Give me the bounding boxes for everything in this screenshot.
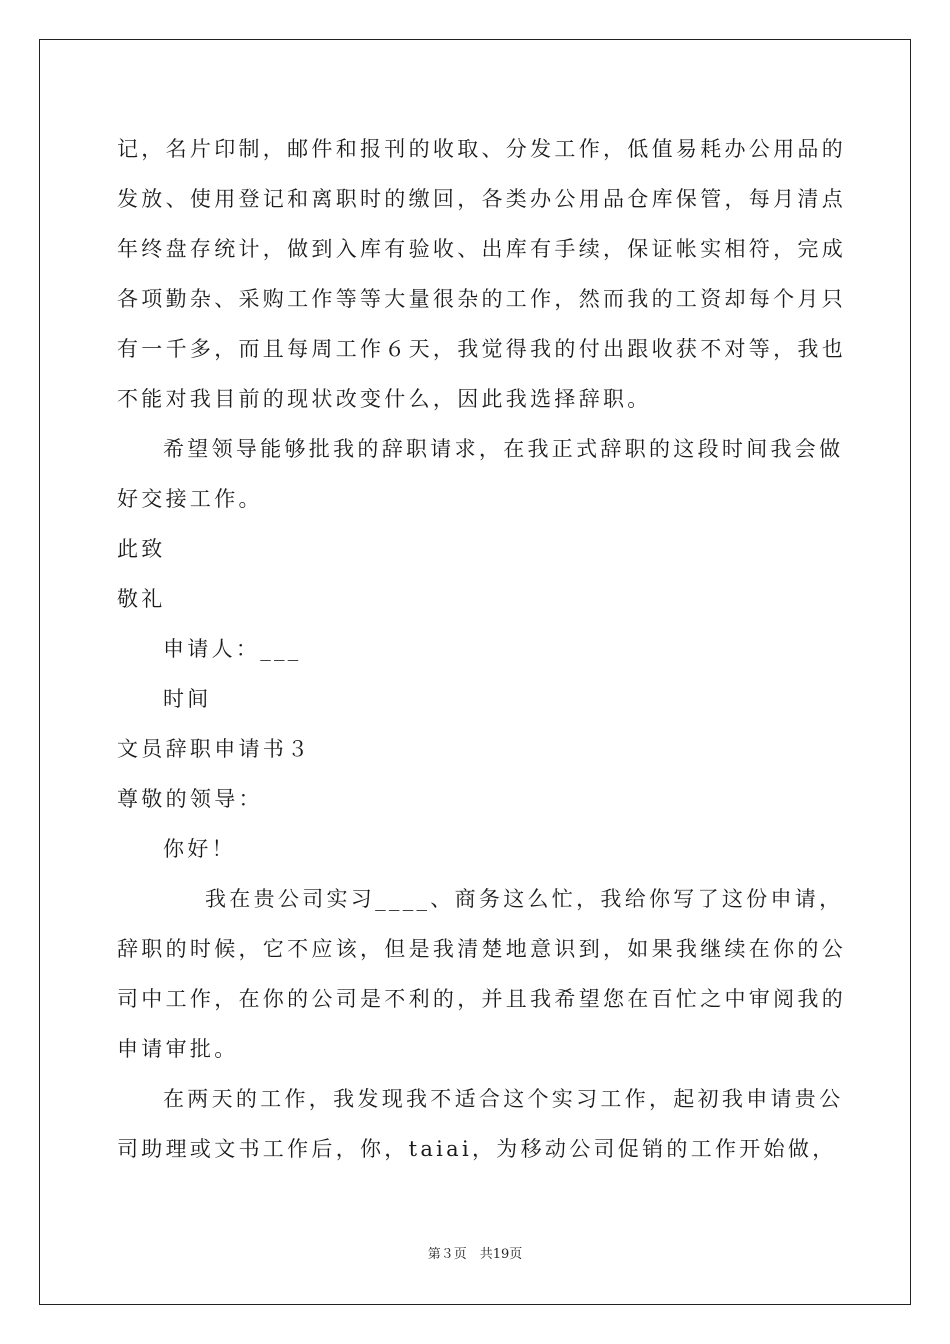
body-line-18: 司中工作，在你的公司是不利的，并且我希望您在百忙之中审阅我的 xyxy=(117,987,846,1011)
applicant-line: 申请人：___ xyxy=(163,637,302,661)
body-line-7: 希望领导能够批我的辞职请求，在我正式辞职的这段时间我会做 xyxy=(163,437,844,461)
body-line-16: 我在贵公司实习____、商务这么忙，我给你写了这份申请， xyxy=(205,887,844,911)
body-line-1: 记，名片印制，邮件和报刊的收取、分发工作，低值易耗办公用品的 xyxy=(117,137,846,161)
section-title: 文员辞职申请书３ xyxy=(117,737,312,761)
greeting-addressee: 尊敬的领导： xyxy=(117,787,263,811)
body-line-3: 年终盘存统计，做到入库有验收、出库有手续，保证帐实相符，完成 xyxy=(117,237,846,261)
body-line-19: 申请审批。 xyxy=(117,1037,239,1061)
page-border xyxy=(39,39,911,1305)
body-line-20: 在两天的工作，我发现我不适合这个实习工作，起初我申请贵公 xyxy=(163,1087,844,1111)
closing-salutation: 此致 xyxy=(117,537,166,561)
body-line-4: 各项勤杂、采购工作等等大量很杂的工作，然而我的工资却每个月只 xyxy=(117,287,846,311)
date-line: 时间 xyxy=(163,687,212,711)
body-line-21: 司助理或文书工作后，你，taiai，为移动公司促销的工作开始做， xyxy=(117,1137,837,1161)
body-line-8: 好交接工作。 xyxy=(117,487,263,511)
body-line-2: 发放、使用登记和离职时的缴回，各类办公用品仓库保管，每月清点 xyxy=(117,187,846,211)
page-number-footer: 第３页 共19页 xyxy=(427,1247,523,1262)
closing-regards: 敬礼 xyxy=(117,587,166,611)
body-line-17: 辞职的时候，它不应该，但是我清楚地意识到，如果我继续在你的公 xyxy=(117,937,846,961)
greeting-hello: 你好！ xyxy=(163,837,236,861)
body-line-6: 不能对我目前的现状改变什么，因此我选择辞职。 xyxy=(117,387,652,411)
body-line-5: 有一千多，而且每周工作６天，我觉得我的付出跟收获不对等，我也 xyxy=(117,337,846,361)
